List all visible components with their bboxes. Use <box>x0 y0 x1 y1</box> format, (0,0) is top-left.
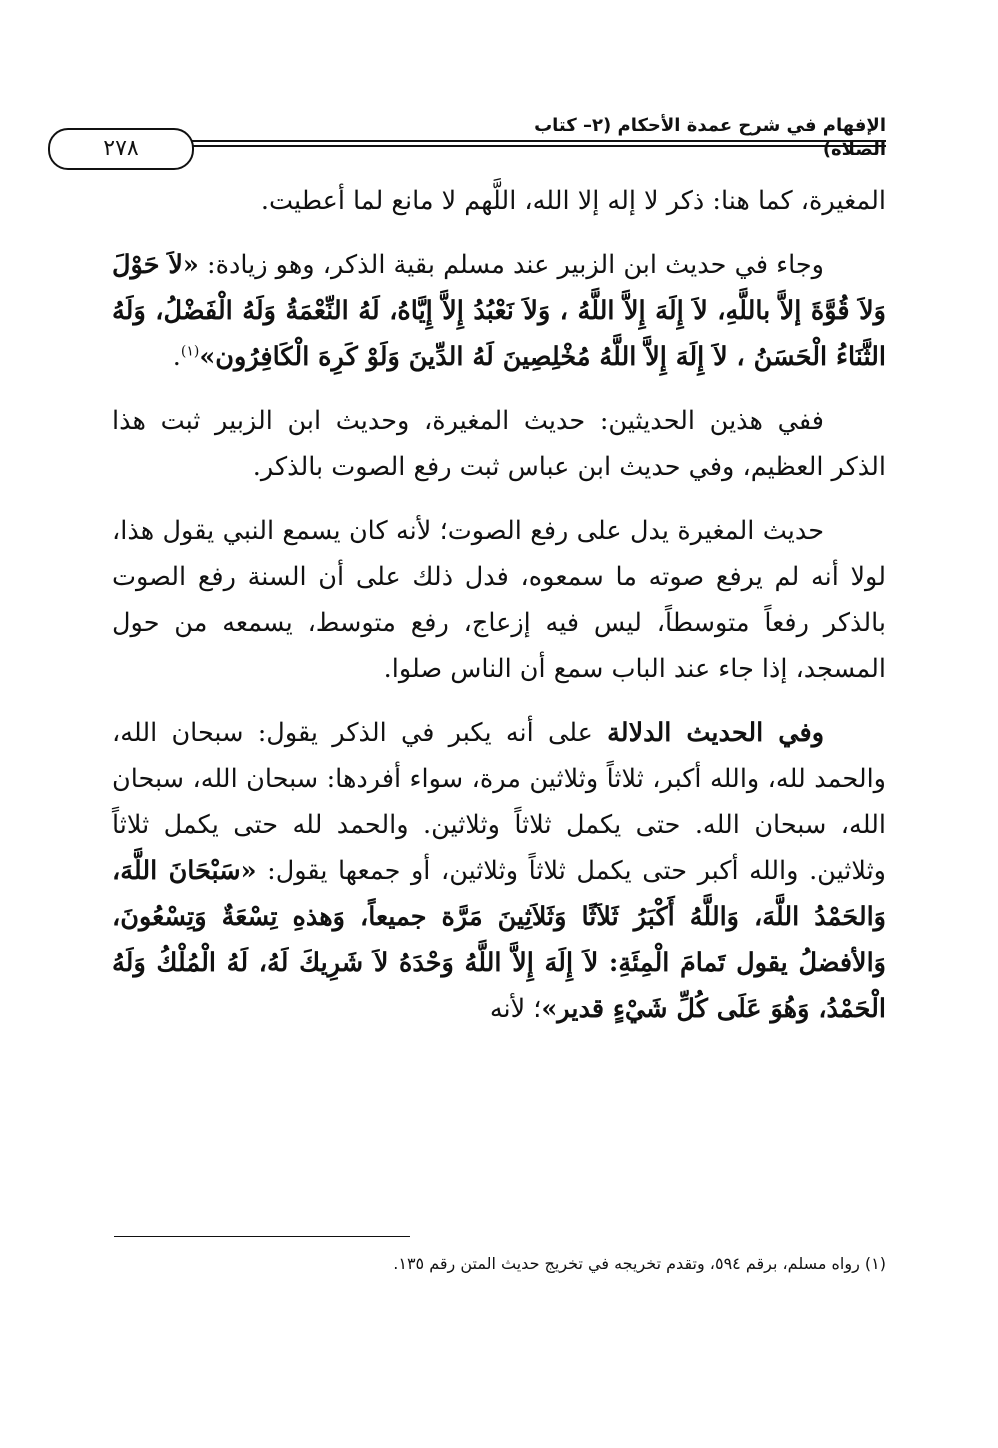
bold-text: «سَبْحَانَ اللَّهَ، وَالحَمْدُ اللَّهَ، وَاللَّهُ أَكْبَرُ ثَلاَثًا وَثَلاَثِينَ مَرَّة جميعاً، وَهذهِ تِسْعَةٌ وَتِسْعُونَ، وَالأفضلُ يقول تَمامَ الْمِئَةِ: لاَ إِلَهَ إِلاَّ اللَّهُ وَحْدَهُ لاَ شَرِيكَ لَهُ، لَهُ الْمُلْكُ وَلَهُ الْحَمْدُ، وَهُوَ عَلَى كُلِّ شَيْءٍ قدير» <box>112 856 886 1024</box>
paragraph <box>112 178 886 224</box>
text-run: المغيرة، كما هنا: ذكر لا إله إلا الله، اللَّهم لا مانع لما أعطيت. <box>260 186 886 216</box>
footnote-rule <box>114 1236 410 1237</box>
text-run: ففي هذين الحديثين: حديث المغيرة، وحديث ابن الزبير ثبت هذا الذكر العظيم، وفي حديث ابن عباس ثبت رفع الصوت بالذكر. <box>112 406 886 482</box>
paragraph <box>112 508 886 692</box>
header-rule-bottom <box>118 145 886 147</box>
bold-text: «لاَ حَوْلَ وَلاَ قُوَّةَ إلاَّ باللَّهِ، لاَ إِلَهَ إِلاَّ اللَّهُ ، وَلاَ نَعْبُدُ إِلاَّ إِيَّاهُ، لَهُ النِّعْمَةُ وَلَهُ الْفَضْلُ، وَلَهُ الثَّنَاءُ الْحَسَنُ ، لاَ إِلَهَ إِلاَّ اللَّهُ مُخْلِصِينَ لَهُ الدِّينَ وَلَوْ كَرِهَ الْكَافِرُون» <box>112 250 886 372</box>
text-run: على أنه يكبر في الذكر يقول: سبحان الله، والحمد لله، والله أكبر، ثلاثاً وثلاثين مرة، سواء أفردها: سبحان الله، سبحان الله، سبحان الله. حتى يكمل ثلاثاً وثلاثين. والحمد لله حتى يكمل ثلاثاً وثلاثين. والله أكبر حتى يكمل ثلاثاً وثلاثين، أو جمعها يقول: <box>112 718 886 886</box>
page-number: ٢٧٨ <box>48 128 194 170</box>
running-title: الإفهام في شرح عمدة الأحكام (٢– كتاب الصلاة) <box>534 115 886 160</box>
bold-text: وفي الحديث الدلالة <box>607 718 825 748</box>
paragraph <box>112 710 886 1032</box>
text-run: . <box>172 342 181 372</box>
paragraph <box>112 398 886 490</box>
text-run: وجاء في حديث ابن الزبير عند مسلم بقية الذكر، وهو زيادة: <box>198 250 824 280</box>
text-run: حديث المغيرة يدل على رفع الصوت؛ لأنه كان يسمع النبي يقول هذا، لولا أنه لم يرفع صوته ما سمعوه، فدل ذلك على أن السنة رفع الصوت بالذكر رفعاً متوسطاً، ليس فيه إزعاج، رفع متوسط، يسمعه من حول المسجد، إذا جاء عند الباب سمع أن الناس صلوا. <box>112 516 886 684</box>
paragraph <box>112 242 886 380</box>
header-rule-top <box>118 140 886 142</box>
body-text <box>112 178 886 1050</box>
text-run: ؛ لأنه <box>489 994 542 1024</box>
footnote-marker: (١) <box>180 343 200 360</box>
footnote: (١) رواه مسلم، برقم ٥٩٤، وتقدم تخريجه في تخريج حديث المتن رقم ١٣٥. <box>393 1254 886 1273</box>
